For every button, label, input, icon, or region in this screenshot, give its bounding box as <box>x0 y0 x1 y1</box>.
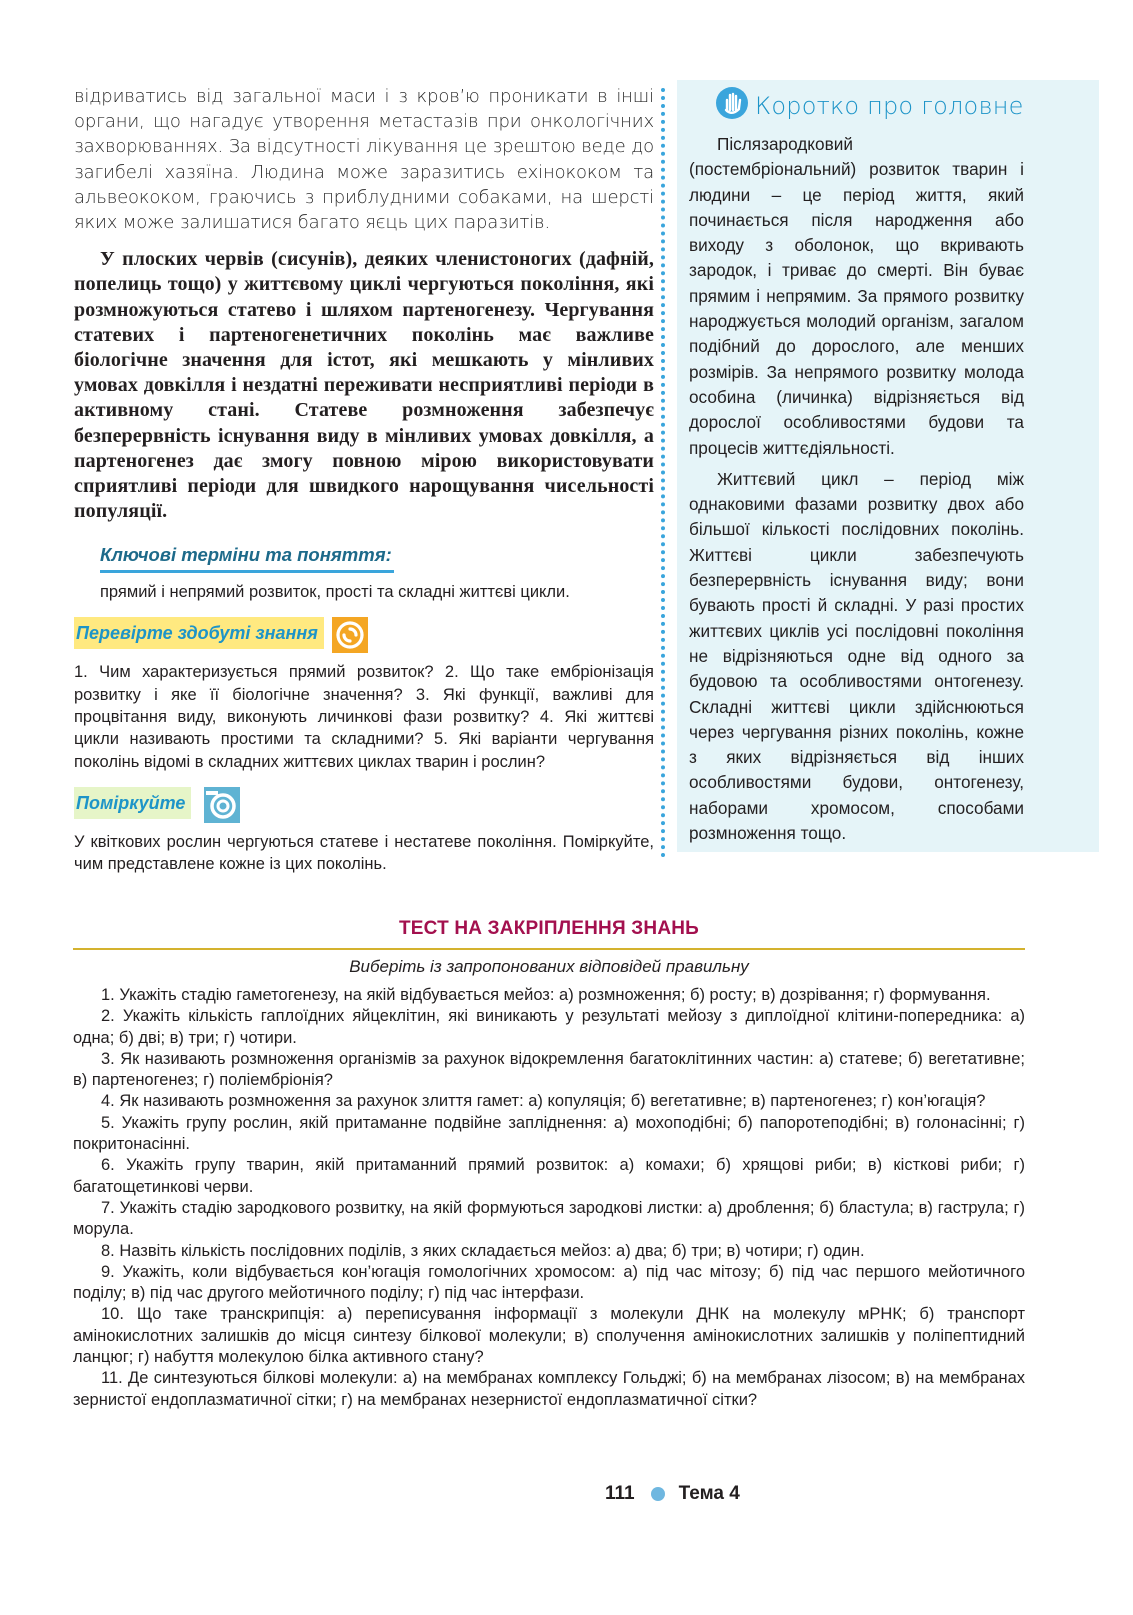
test-question: 7. Укажіть стадію зародкового розвитку, на якій формуються зародкові листки: а) дроблення; б) бластула; в) гаструла; г) морула. <box>73 1198 1025 1239</box>
test-question: 11. Де синтезуються білкові молекули: а) на мембранах комплексу Гольджі; б) на мембранах лізосом; в) на мембранах зернистої ендоплазматичної сітки; г) на мембранах незернистої ендоплазматичної сітки? <box>73 1369 1025 1409</box>
key-terms-heading: Ключові терміни та поняття: <box>100 544 394 573</box>
test-question: 4. Як називають розмноження за рахунок злиття гамет: а) копуляція; б) вегетативне; в) партеногенез; г) кон’югація? <box>101 1092 986 1111</box>
think-text: У квіткових рослин чергуються статеве і нестатеве покоління. Поміркуйте, чим представлене кожне із цих поколінь. <box>74 832 654 874</box>
test-question: 9. Укажіть, коли відбувається кон’югація гомологічних хромосом: а) під час мітозу; б) під час першого мейотичного поділу; в) під час другого мейотичного поділу; г) під час інтерфази. <box>73 1262 1025 1303</box>
spiral-icon <box>204 787 240 823</box>
summary-paragraph: Життєвий цикл – період між однаковими фазами розвитку двох або більшої кількості послідовних поколінь. Життєві цикли забезпечують безперервність існування виду; вони бувають прості й складні. У разі простих життєвих циклів усі послідовні покоління не відрізняються одне від одного за будовою та особливостями онтогенезу. Складні життєві цикли здійснюються через чергування різних поколінь, кожне з яких відрізняється від інших особливостями будови, онтогенезу, наборами хромосом, способами розмноження тощо. <box>689 468 1024 844</box>
page-number: 111 <box>605 1483 635 1504</box>
main-text-column <box>74 84 654 876</box>
swirl-icon <box>332 617 368 653</box>
summary-box <box>677 80 1099 852</box>
test-question: 5. Укажіть групу рослин, якій притаманне подвійне запліднення: а) мохоподібні; б) папоротеподібні; в) голонасінні; г) покритонасінні. <box>73 1113 1025 1154</box>
summary-body <box>689 132 1024 846</box>
check-knowledge-questions: 1. Чим характеризується прямий розвиток? 2. Що таке ембріонізація розвитку і яке її біологічне значення? 3. Які функції, важливі для процвітання виду, виконують личинкові фази розвитку? 4. Які життєві цикли називають простими та складними? 5. Які варіанти чергування поколінь відомі в складних життєвих циклах тварин і рослин? <box>74 663 654 771</box>
test-items <box>73 985 1025 1411</box>
hand-icon <box>715 86 751 120</box>
test-section <box>73 918 1025 1411</box>
summary-paragraph: Післязародковий (постембріональний) розвиток тварин і людини – це період життя, який починається після народження або виходу з оболонок, що вкривають зародок, і триває до смерті. Він буває прямим і непрямим. За прямого розвитку народжується молодий організм, загалом подібний до дорослого, але менших розмірів. За непрямого розвитку молода особина (личинка) відрізняється від дорослої особливостями будови та процесів життєдіяльності. <box>689 134 1024 458</box>
page-footer <box>605 1480 740 1508</box>
summary-title: Коротко про головне <box>755 92 1024 120</box>
test-title-rule <box>73 948 1025 950</box>
topic-label: Тема 4 <box>678 1483 740 1504</box>
paragraph-alternation: У плоских червів (сисунів), деяких членистоногих (дафній, попелиць тощо) у життєвому циклі чергуються покоління, які розмножуються статево і шляхом партеногенезу. Чергування статевих і партеногенетичних поколінь має важливе біологічне значення для істот, які мешкають у мінливих умовах довкілля і нездатні переживати несприятливі періоди в активному стані. Статеве розмноження забезпечує безперервність існування виду в мінливих умовах довкілля, а партеногенез дає змогу повною мірою використовувати сприятливі періоди для швидкого нарощування чисельності популяції. <box>74 248 654 523</box>
test-question: 2. Укажіть кількість гаплоїдних яйцеклітин, які виникають у результаті мейозу з диплоїдної клітини-попередника: а) одна; б) дві; в) три; г) чотири. <box>73 1007 1025 1047</box>
test-question: 10. Що таке транскрипція: а) переписування інформації з молекули ДНК на молекулу мРНК; б) транспорт амінокислотних залишків до місця синтезу білкової молекули; в) сполучення амінокислотних залишків у поліпептидний ланцюг; г) набуття молекулою білка активного стану? <box>73 1305 1025 1367</box>
test-question: 8. Назвіть кількість послідовних поділів, з яких складається мейоз: а) два; б) три; в) чотири; г) один. <box>101 1241 865 1260</box>
key-terms-text: прямий і непрямий розвиток, прості та складні життєві цикли. <box>100 583 570 602</box>
check-knowledge-heading: Перевірте здобуті знання <box>74 617 324 649</box>
footer-dot <box>651 1487 665 1501</box>
column-divider <box>661 88 665 858</box>
test-question: 6. Укажіть групу тварин, якій притаманний прямий розвиток: а) комахи; б) хрящові риби; в) кісткові риби; г) багатощетинкові черви. <box>73 1156 1025 1196</box>
think-heading: Поміркуйте <box>74 787 191 819</box>
test-question: 1. Укажіть стадію гаметогенезу, на якій відбувається мейоз: а) розмноження; б) росту; в) дозрівання; г) формування. <box>101 986 991 1004</box>
test-subtitle: Виберіть із запропонованих відповідей правильну <box>349 957 749 976</box>
think-header <box>74 787 654 823</box>
check-knowledge-header <box>74 617 654 653</box>
test-question: 3. Як називають розмноження організмів за рахунок відокремлення багатоклітинних частин: а) статеве; б) вегетативне; в) партеногенез; г) поліембріонія? <box>73 1049 1025 1090</box>
paragraph-continuation: відриватись від загальної маси і з кров’ю проникати в інші органи, що нагадує утворення метастазів при онкологічних захворюваннях. За відсутності лікування це зрештою веде до загибелі хазяїна. Людина може заразитись ехінококом та альвеококом, граючись з приблудними собаками, на шерсті яких може залишатися багато яєць цих паразитів. <box>74 86 654 234</box>
test-title: ТЕСТ НА ЗАКРІПЛЕННЯ ЗНАНЬ <box>398 918 700 939</box>
